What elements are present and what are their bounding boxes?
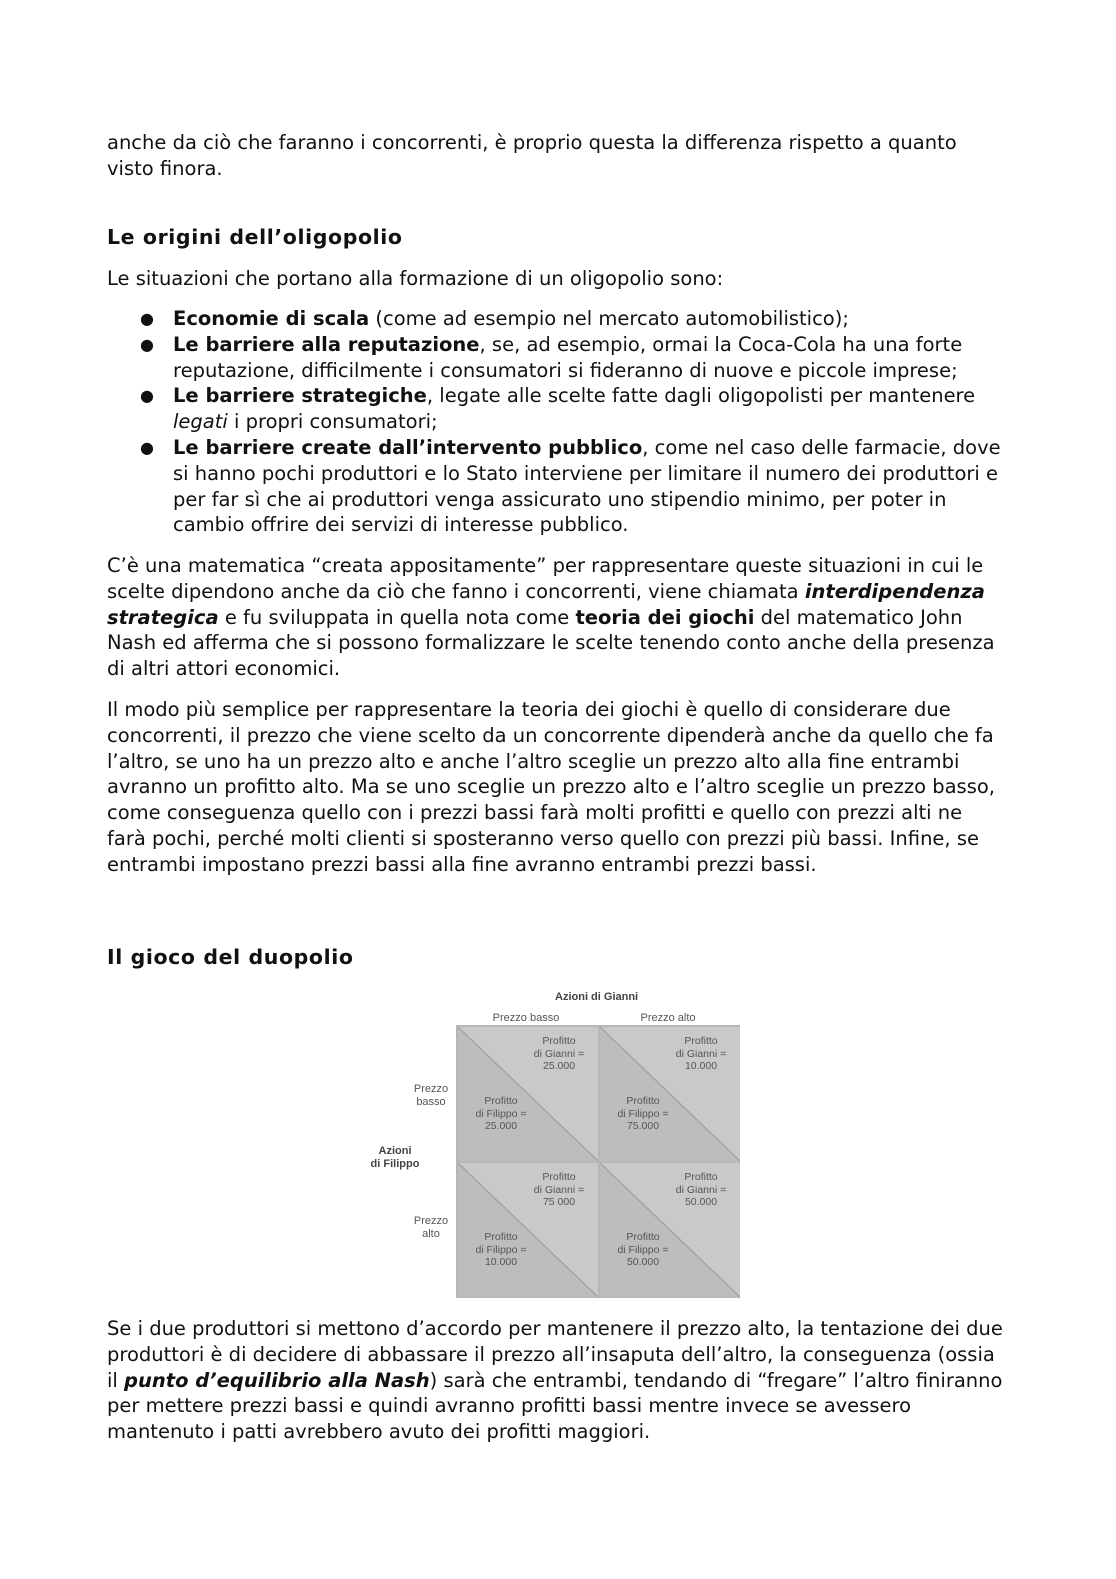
list-item-text: (come ad esempio nel mercato automobilistico); — [369, 307, 849, 330]
label-line: di Filippo = — [617, 1243, 669, 1256]
modo-paragraph: Il modo più semplice per rappresentare la teoria dei giochi è quello di considerare due concorrenti, il prezzo che viene scelto da un concorrente dipenderà anche da quello che fa l’altro, se uno ha un prezzo alto e anche l’altro sceglie un prezzo alto alla fine entrambi avranno un profitto alto. Ma se uno sceglie un prezzo alto e l’altro sceglie un prezzo basso, come conseguenza quello con i prezzi bassi farà molti profitti e quello con prezzi alti ne farà pochi, perché molti clienti si sposteranno verso quello con prezzi più bassi. Infine, se entrambi impostano prezzi bassi alla fine avranno entrambi prezzi bassi. — [107, 698, 995, 876]
value: 50.000 — [626, 1256, 660, 1268]
label-line: di Gianni = — [675, 1183, 727, 1196]
value: 50.000 — [684, 1196, 718, 1208]
list-item-italic: legati — [173, 410, 228, 434]
bullet-icon: ● — [140, 386, 154, 406]
profitto-filippo — [466, 1231, 536, 1269]
label-line: Profitto — [684, 1171, 718, 1183]
bullet-icon: ● — [140, 309, 154, 328]
bullet-icon: ● — [140, 437, 154, 457]
value: 10.000 — [484, 1256, 518, 1268]
profitto-filippo — [466, 1095, 536, 1133]
list-item-bold: Le barriere strategiche — [173, 384, 427, 408]
bullet-icon: ● — [140, 334, 154, 354]
label-line: Profitto — [542, 1171, 576, 1183]
label-line: Profitto — [626, 1095, 660, 1107]
list-item-text: , se, ad esempio, ormai la Coca-Cola ha una forte reputazione, difficilmente i consumatori si fideranno di nuove e piccole imprese; — [173, 332, 963, 382]
row-header-line: basso — [416, 1096, 446, 1108]
duopoly-game-matrix — [360, 985, 750, 1301]
text-run: del matematico John Nash ed afferma che si possono formalizzare le scelte tenendo conto anche della presenza di altri attori economici. — [107, 605, 995, 681]
value: 75.000 — [626, 1120, 660, 1132]
intro-paragraph: anche da ciò che faranno i concorrenti, è proprio questa la differenza rispetto a quanto visto finora. — [107, 131, 957, 180]
matrix-cell-alto-basso — [458, 1163, 598, 1297]
text-run: Se i due produttori si mettono d’accordo per mantenere il prezzo alto, la tentazione dei due produttori è di decidere di abbassare il prezzo all’insaputa dell’altro, la conseguenza (ossia il — [107, 1317, 1003, 1392]
matrix-cell-basso-alto — [600, 1027, 740, 1161]
list-item — [107, 332, 1007, 384]
label-line: di Filippo = — [475, 1243, 527, 1256]
label-line: di Filippo = — [475, 1107, 527, 1120]
profitto-filippo — [608, 1095, 678, 1133]
matrix-title: Azioni di Gianni — [555, 991, 639, 1003]
list-item-text: , come nel caso delle farmacie, dove si hanno pochi produttori e lo Stato interviene per limitare il numero dei produttori e per far sì che ai produttori venga assicurato uno stipendio minimo, per poter in cambio offrire dei servizi di interesse pubblico. — [173, 435, 1001, 537]
label-line: Profitto — [484, 1231, 518, 1243]
heading-gioco-duopolio: Il gioco del duopolio — [107, 945, 354, 969]
matematica-paragraph — [107, 553, 1007, 682]
list-item-bold: Le barriere alla reputazione — [173, 332, 480, 356]
label-line: Profitto — [542, 1035, 576, 1047]
label-line: di Gianni = — [533, 1183, 585, 1196]
list-item — [107, 306, 1007, 332]
profitto-gianni — [524, 1035, 594, 1073]
profitto-gianni — [666, 1171, 736, 1209]
term-interdipendenza: interdipendenza strategica — [107, 579, 985, 629]
matrix-grid — [456, 1025, 740, 1298]
list-item-bold: Economie di scala — [173, 307, 370, 330]
label-line: Profitto — [484, 1095, 518, 1107]
profitto-gianni — [524, 1171, 594, 1209]
column-header-prezzo-alto: Prezzo alto — [640, 1012, 696, 1024]
axis-label-line: Azioni — [378, 1145, 412, 1157]
value: 75 000 — [542, 1196, 576, 1208]
text-run: ) sarà che entrambi, tendando di “fregare” l’altro finiranno per mettere prezzi bassi e quindi avranno profitti bassi mentre invece se avessero mantenuto i patti avrebbero avuto dei profitti maggiori. — [107, 1368, 1003, 1444]
list-item-text: , legate alle scelte fatte dagli oligopolisti per mantenere — [426, 384, 976, 408]
term-teoria-giochi: teoria dei giochi — [575, 605, 755, 629]
value: 10.000 — [684, 1060, 718, 1072]
profitto-filippo — [608, 1231, 678, 1269]
axis-label-line: di Filippo — [370, 1158, 420, 1170]
label-line: di Gianni = — [533, 1047, 585, 1060]
value: 25.000 — [484, 1120, 518, 1132]
matrix-cell-basso-basso — [458, 1027, 598, 1161]
list-item — [107, 383, 1007, 435]
label-line: di Filippo = — [617, 1107, 669, 1120]
list-item — [107, 435, 1007, 538]
situazioni-paragraph: Le situazioni che portano alla formazione di un oligopolio sono: — [107, 267, 724, 290]
column-header-prezzo-basso: Prezzo basso — [492, 1012, 560, 1024]
bullet-list — [107, 306, 1007, 538]
label-line: di Gianni = — [675, 1047, 727, 1060]
matrix-cell-alto-alto — [600, 1163, 740, 1297]
profitto-gianni — [666, 1035, 736, 1073]
row-axis-label — [360, 1145, 430, 1171]
value: 25.000 — [542, 1060, 576, 1072]
row-header-line: Prezzo — [413, 1215, 449, 1227]
label-line: Profitto — [684, 1035, 718, 1047]
list-item-bold: Le barriere create dall’intervento pubblico — [173, 435, 643, 459]
text-run: e fu sviluppata in quella nota come — [218, 605, 576, 629]
list-item-text: i propri consumatori; — [227, 410, 438, 434]
row-header-line: alto — [422, 1228, 440, 1240]
label-line: Profitto — [626, 1231, 660, 1243]
heading-origini-oligopolio: Le origini dell’oligopolio — [107, 225, 403, 249]
term-equilibrio-nash: punto d’equilibrio alla Nash — [124, 1368, 430, 1392]
accordo-paragraph — [107, 1316, 1007, 1445]
row-header-line: Prezzo — [413, 1083, 449, 1095]
text-run: C’è una matematica “creata appositamente” per rappresentare queste situazioni in cui le scelte dipendono anche da ciò che fanno i concorrenti, viene chiamata — [107, 554, 984, 603]
